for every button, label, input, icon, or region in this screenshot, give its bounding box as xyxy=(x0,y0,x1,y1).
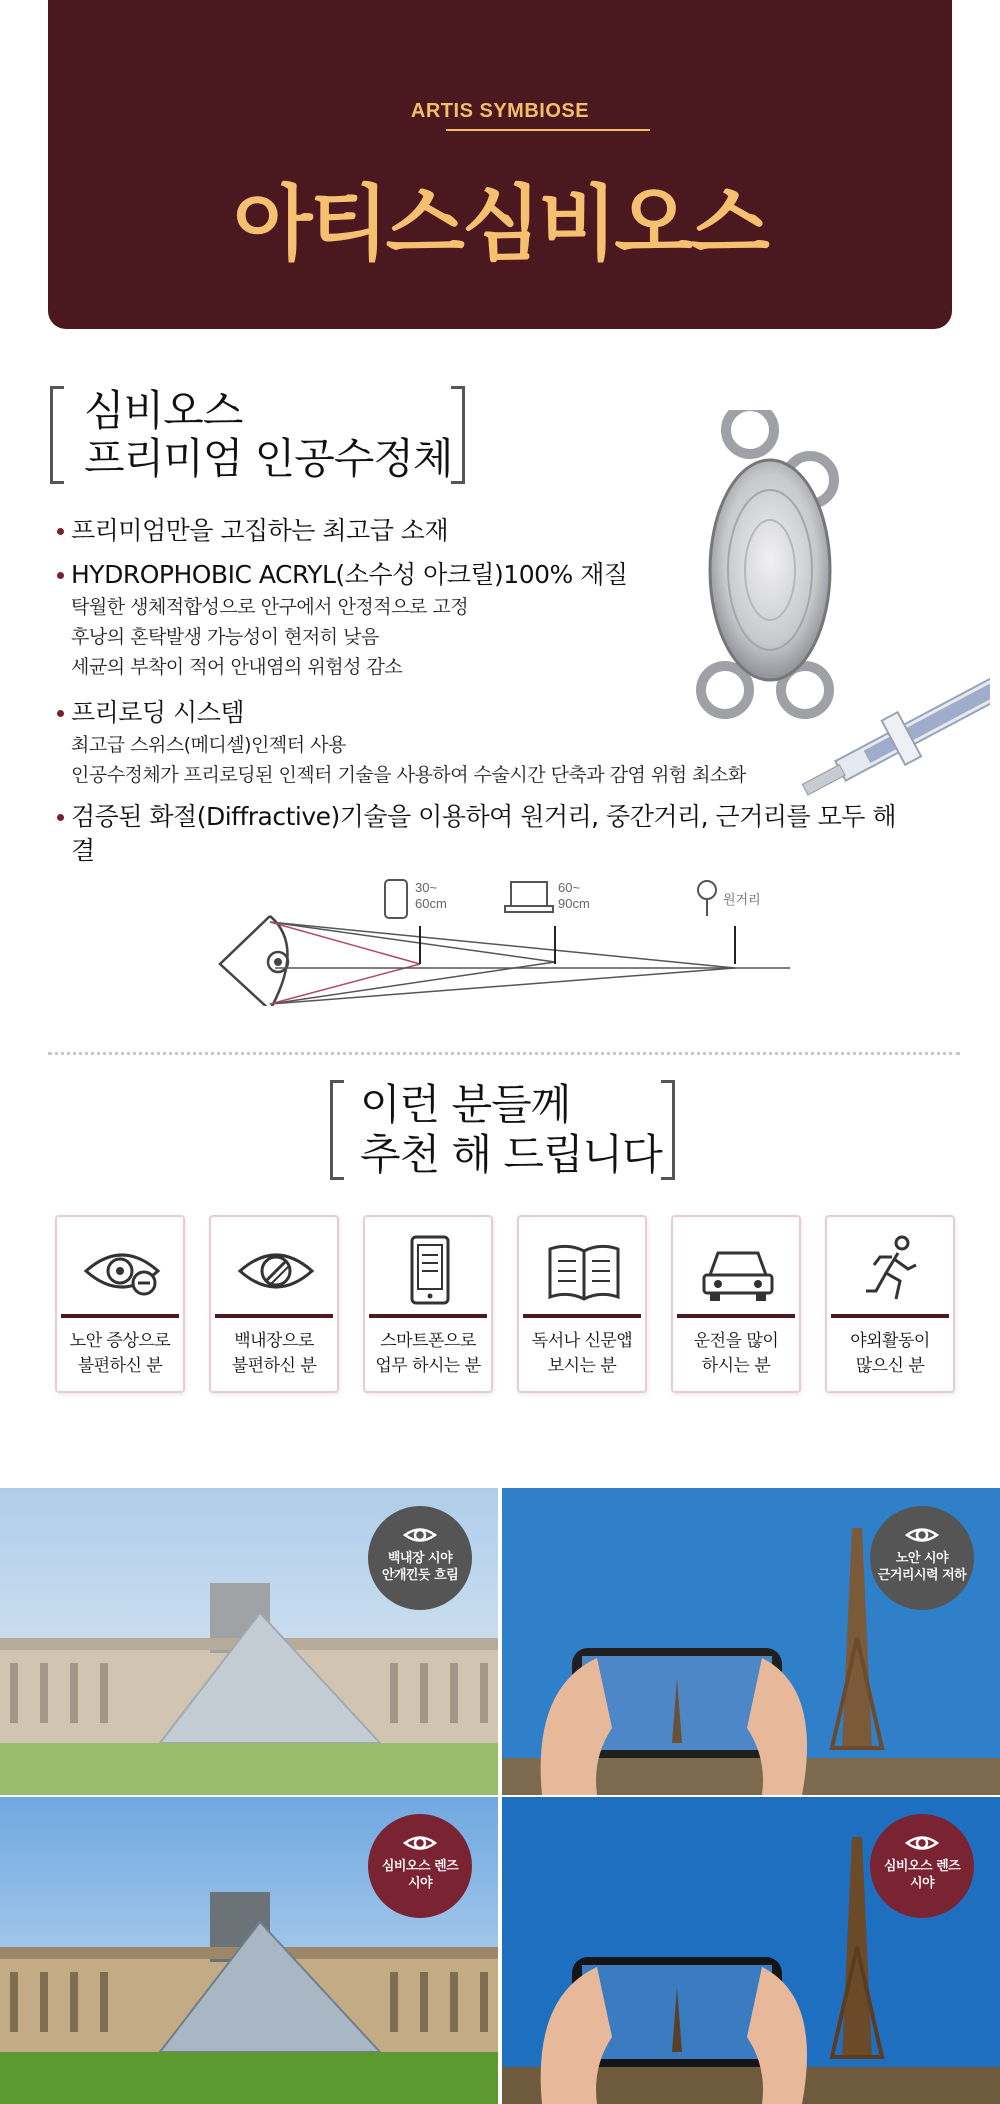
recommend-card xyxy=(363,1215,493,1393)
eye-icon xyxy=(905,1524,939,1546)
feature-sub: 세균의 부착이 적어 안내염의 위험성 감소 xyxy=(71,656,403,678)
feature-title: 검증된 화절(Diffractive)기술을 이용하여 원거리, 중간거리, 근거리를 모두 해결 xyxy=(71,802,896,865)
mid-label-1: 60~ xyxy=(558,880,581,895)
card-label: 독서나 신문앱 보시는 분 xyxy=(531,1331,633,1376)
running-icon xyxy=(852,1231,932,1311)
feature-sub: 탁월한 생체적합성으로 안구에서 안정적으로 고정 xyxy=(71,596,469,618)
feature-sub: 인공수정체가 프리로딩된 인젝터 기술을 사용하여 수술시간 단축과 감염 위험 최소화 xyxy=(71,764,746,786)
hero-underline xyxy=(446,129,650,131)
hero-title: 아티스심비오스 xyxy=(233,177,767,272)
mid-label-2: 90cm xyxy=(558,896,590,911)
vision-range-diagram xyxy=(215,876,795,1006)
card-label: 야외활동이 많으신 분 xyxy=(850,1331,930,1376)
feature-item xyxy=(55,696,915,790)
eye-minus-icon xyxy=(82,1231,162,1311)
badge-line2: 근거리시력 저하 xyxy=(877,1568,967,1583)
section2-heading xyxy=(330,1080,675,1180)
feature-title: HYDROPHOBIC ACRYL(소수성 아크릴)100% 재질 xyxy=(71,560,628,589)
badge-line1: 심비오스 렌즈 xyxy=(381,1859,459,1874)
recommend-card xyxy=(55,1215,185,1393)
card-label: 백내장으로 불편하신 분 xyxy=(231,1331,317,1376)
badge-line2: 안개낀듯 흐림 xyxy=(381,1568,459,1583)
feature-sub: 후낭의 혼탁발생 가능성이 현저히 낮음 xyxy=(71,626,379,648)
eye-icon xyxy=(403,1524,437,1546)
book-icon xyxy=(544,1231,624,1311)
section1-heading-line2: 프리미엄 인공수정체 xyxy=(84,434,453,483)
car-icon xyxy=(698,1231,778,1311)
badge-line2: 시야 xyxy=(407,1876,433,1891)
vision-badge xyxy=(368,1814,472,1918)
feature-title: 프리미엄만을 고집하는 최고급 소재 xyxy=(71,516,449,545)
badge-line2: 시야 xyxy=(909,1876,935,1891)
badge-line1: 심비오스 렌즈 xyxy=(883,1859,961,1874)
badge-line1: 노안 시야 xyxy=(895,1551,949,1566)
feature-item xyxy=(55,800,915,868)
recommend-cards xyxy=(55,1215,955,1393)
vision-badge xyxy=(368,1506,472,1610)
eye-cataract-icon xyxy=(236,1231,316,1311)
section-divider xyxy=(48,1052,960,1055)
recommend-card xyxy=(671,1215,801,1393)
vision-badge xyxy=(870,1814,974,1918)
smartphone-icon xyxy=(390,1231,470,1311)
far-label: 원거리 xyxy=(723,892,761,907)
section2-heading-line1: 이런 분들께 xyxy=(360,1080,571,1129)
recommend-card xyxy=(517,1215,647,1393)
hero-banner xyxy=(48,0,952,329)
feature-sub: 최고급 스위스(메디셀)인젝터 사용 xyxy=(71,734,346,756)
feature-item xyxy=(55,558,915,682)
card-label: 스마트폰으로 업무 하시는 분 xyxy=(375,1331,481,1376)
eye-icon xyxy=(905,1832,939,1854)
feature-title: 프리로딩 시스템 xyxy=(71,698,244,727)
laptop-icon xyxy=(511,882,547,906)
hero-subtitle: ARTIS SYMBIOSE xyxy=(410,100,590,122)
feature-list xyxy=(55,514,915,878)
phone-icon xyxy=(385,880,407,918)
recommend-card xyxy=(825,1215,955,1393)
near-label-2: 60cm xyxy=(415,896,447,911)
feature-item xyxy=(55,514,915,548)
badge-line1: 백내장 시야 xyxy=(387,1551,453,1566)
section1-heading-line1: 심비오스 xyxy=(84,386,243,435)
section1-heading xyxy=(50,386,465,484)
near-label-1: 30~ xyxy=(415,880,438,895)
eye-icon xyxy=(403,1832,437,1854)
tree-icon xyxy=(698,881,716,899)
vision-comparison-photos xyxy=(0,1488,1000,2104)
card-label: 운전을 많이 하시는 분 xyxy=(693,1331,779,1376)
section2-heading-line2: 추천 해 드립니다 xyxy=(360,1130,662,1179)
recommend-card xyxy=(209,1215,339,1393)
card-label: 노안 증상으로 불편하신 분 xyxy=(69,1331,171,1376)
vision-badge xyxy=(870,1506,974,1610)
